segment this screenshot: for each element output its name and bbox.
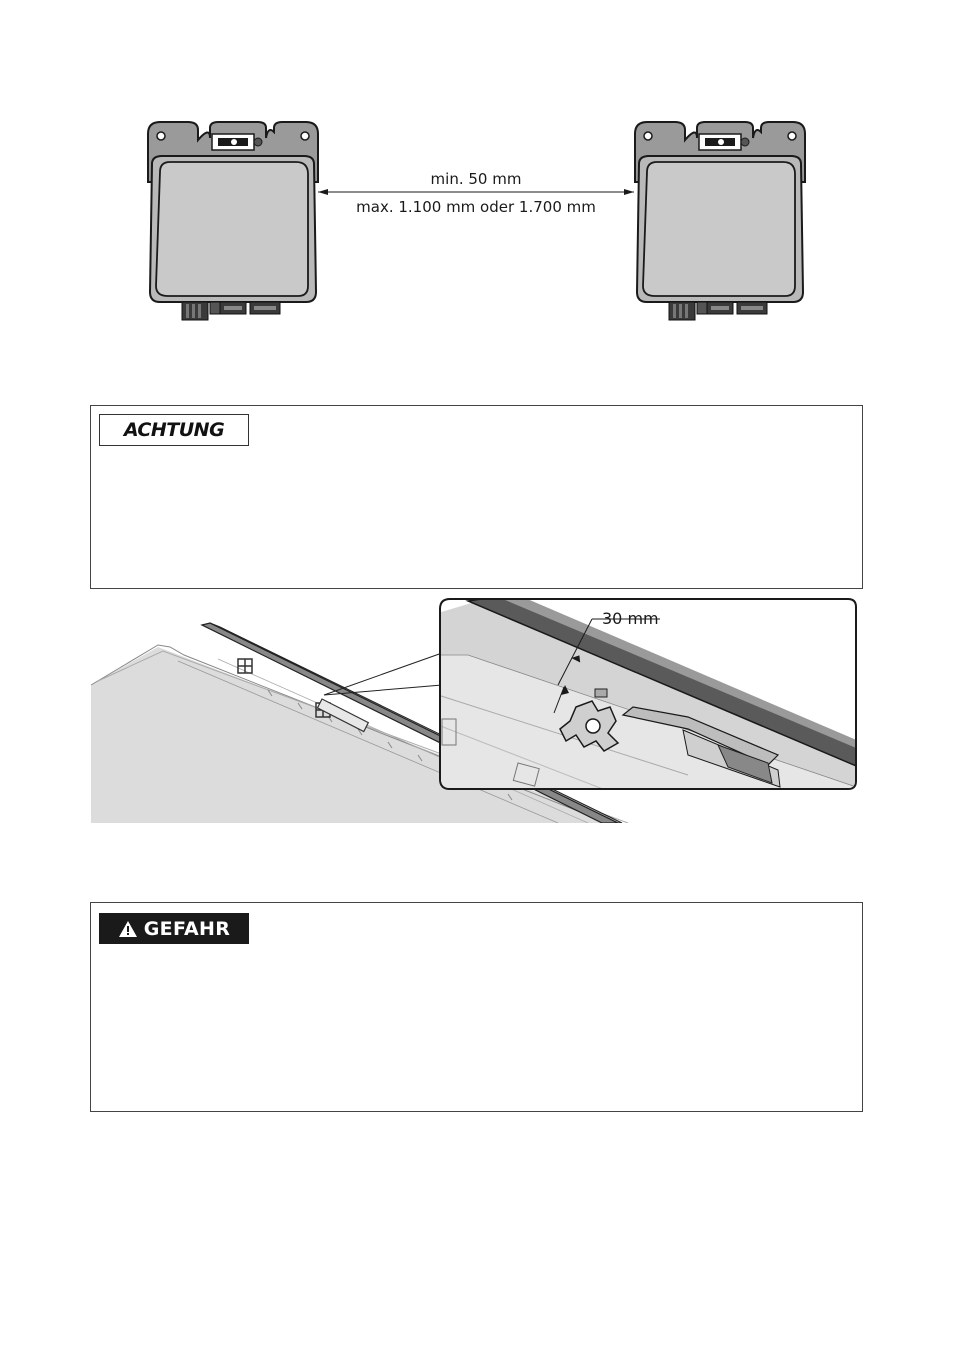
notice-gefahr-badge [99,913,249,944]
spacing-min-label: min. 50 mm [430,170,522,188]
dimension-30mm-label: 30 mm [602,609,659,628]
spacing-max-label: max. 1.100 mm oder 1.700 mm [356,198,596,216]
warning-triangle-icon [118,920,138,938]
notice-gefahr [90,902,863,1112]
notice-achtung-badge [99,414,249,446]
inverter-left [148,122,318,320]
notice-gefahr-label: GEFAHR [143,917,231,940]
notice-achtung-label: ACHTUNG [123,419,225,441]
inverter-right [635,122,805,320]
mounting-figure [88,595,860,823]
spacing-figure [0,0,953,340]
notice-achtung [90,405,863,589]
